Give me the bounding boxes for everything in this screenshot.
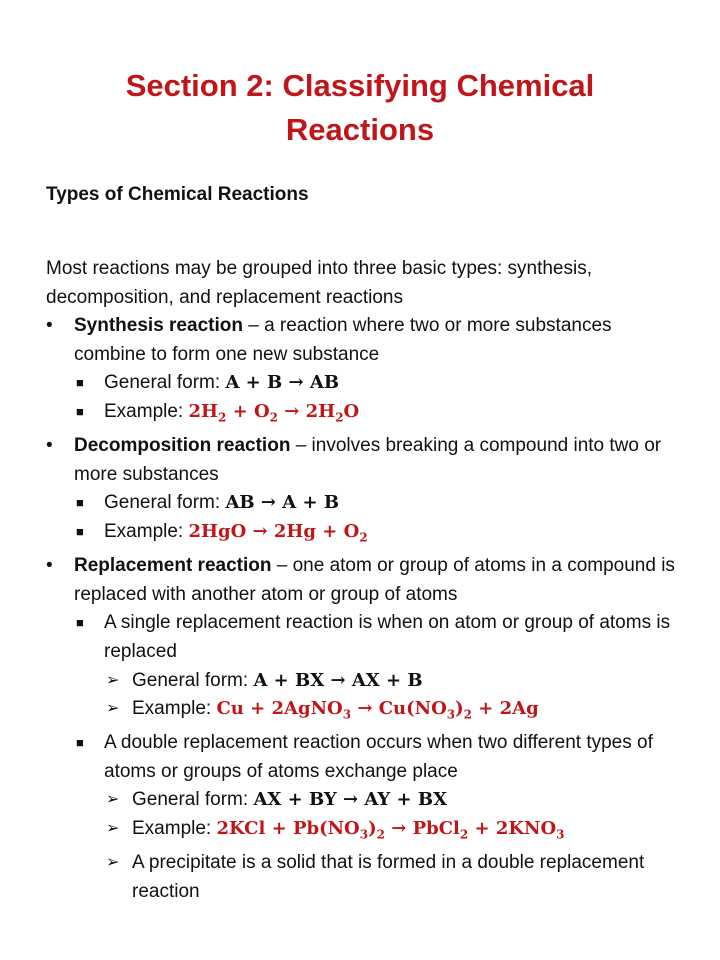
synthesis-term: Synthesis reaction — [74, 315, 243, 337]
double-example-formula: $2KCl + Pb(NO_3)_2$ → PbCl$_2$ + $2KNO_3$ — [216, 818, 565, 842]
decomposition-term: Decomposition reaction — [74, 435, 291, 457]
arrow-bullet-icon: ➢ — [106, 671, 120, 689]
arrow-bullet-icon: ➢ — [106, 820, 120, 838]
double-general-formula: AX + BY → AY + BX — [253, 789, 448, 811]
precipitate-text: A precipitate is a solid that is formed in a double replacement reaction — [132, 852, 645, 902]
decomposition-general-label: General form: — [104, 492, 226, 514]
arrow-bullet-icon: ➢ — [106, 791, 120, 809]
round-bullet-icon: • — [46, 435, 53, 457]
single-general-formula: A + BX → AX + B — [253, 669, 423, 691]
section-subheading: Types of Chemical Reactions — [46, 184, 309, 205]
precipitate-note — [46, 849, 686, 906]
double-replacement-item — [46, 729, 686, 786]
slide-content — [46, 255, 686, 906]
square-bullet-icon: ■ — [76, 375, 84, 391]
round-bullet-icon: • — [46, 555, 53, 577]
double-general-form — [46, 786, 686, 815]
single-general-form — [46, 667, 686, 696]
arrow-bullet-icon: ➢ — [106, 700, 120, 718]
decomposition-bullet — [46, 432, 686, 489]
square-bullet-icon: ■ — [76, 615, 84, 631]
square-bullet-icon: ■ — [76, 523, 84, 539]
round-bullet-icon: • — [46, 315, 53, 337]
square-bullet-icon: ■ — [76, 403, 84, 419]
synthesis-general-formula: A + B → AB — [225, 372, 340, 394]
single-replacement-text: A single replacement reaction is when on atom or group of atoms is replaced — [104, 612, 671, 662]
double-example-label: Example: — [132, 818, 217, 840]
synthesis-example-formula: $2H_2 + O_2 \to 2H_2O$ — [188, 400, 360, 425]
intro-paragraph: Most reactions may be grouped into three basic types: synthesis, decomposition, and replacement reactions — [46, 258, 592, 308]
synthesis-general-label: General form: — [104, 372, 226, 394]
replacement-term: Replacement reaction — [74, 555, 272, 577]
single-example-formula: Cu + 2AgNO$_3$ → $Cu(NO_3)_2 + 2Ag$ — [216, 698, 539, 722]
single-general-label: General form: — [132, 669, 254, 691]
single-replacement-item — [46, 609, 686, 666]
decomposition-example-label: Example: — [104, 520, 189, 542]
synthesis-example — [46, 398, 686, 432]
synthesis-general-form — [46, 369, 686, 398]
decomposition-general-form — [46, 489, 686, 518]
decomposition-definition: – involves breaking a compound into two or more substances — [74, 435, 662, 485]
page-title: Section 2: Classifying Chemical Reactions — [125, 68, 595, 147]
single-example — [46, 695, 686, 729]
square-bullet-icon: ■ — [76, 735, 84, 751]
single-example-label: Example: — [132, 698, 217, 720]
replacement-definition: – one atom or group of atoms in a compound is replaced with another atom or group of atoms — [74, 555, 675, 605]
synthesis-definition: – a reaction where two or more substances combine to form one new substance — [74, 315, 612, 365]
arrow-bullet-icon: ➢ — [106, 854, 120, 872]
synthesis-example-label: Example: — [104, 400, 189, 422]
decomposition-example-formula: $2HgO \to 2Hg + O_2$ — [188, 520, 368, 545]
replacement-bullet — [46, 552, 686, 609]
double-replacement-text: A double replacement reaction occurs when two different types of atoms or groups of atoms exchange place — [104, 732, 653, 782]
double-general-label: General form: — [132, 789, 254, 811]
double-example — [46, 815, 686, 849]
square-bullet-icon: ■ — [76, 495, 84, 511]
synthesis-bullet — [46, 312, 686, 369]
decomposition-example — [46, 518, 686, 552]
decomposition-general-formula: AB → A + B — [225, 492, 340, 514]
